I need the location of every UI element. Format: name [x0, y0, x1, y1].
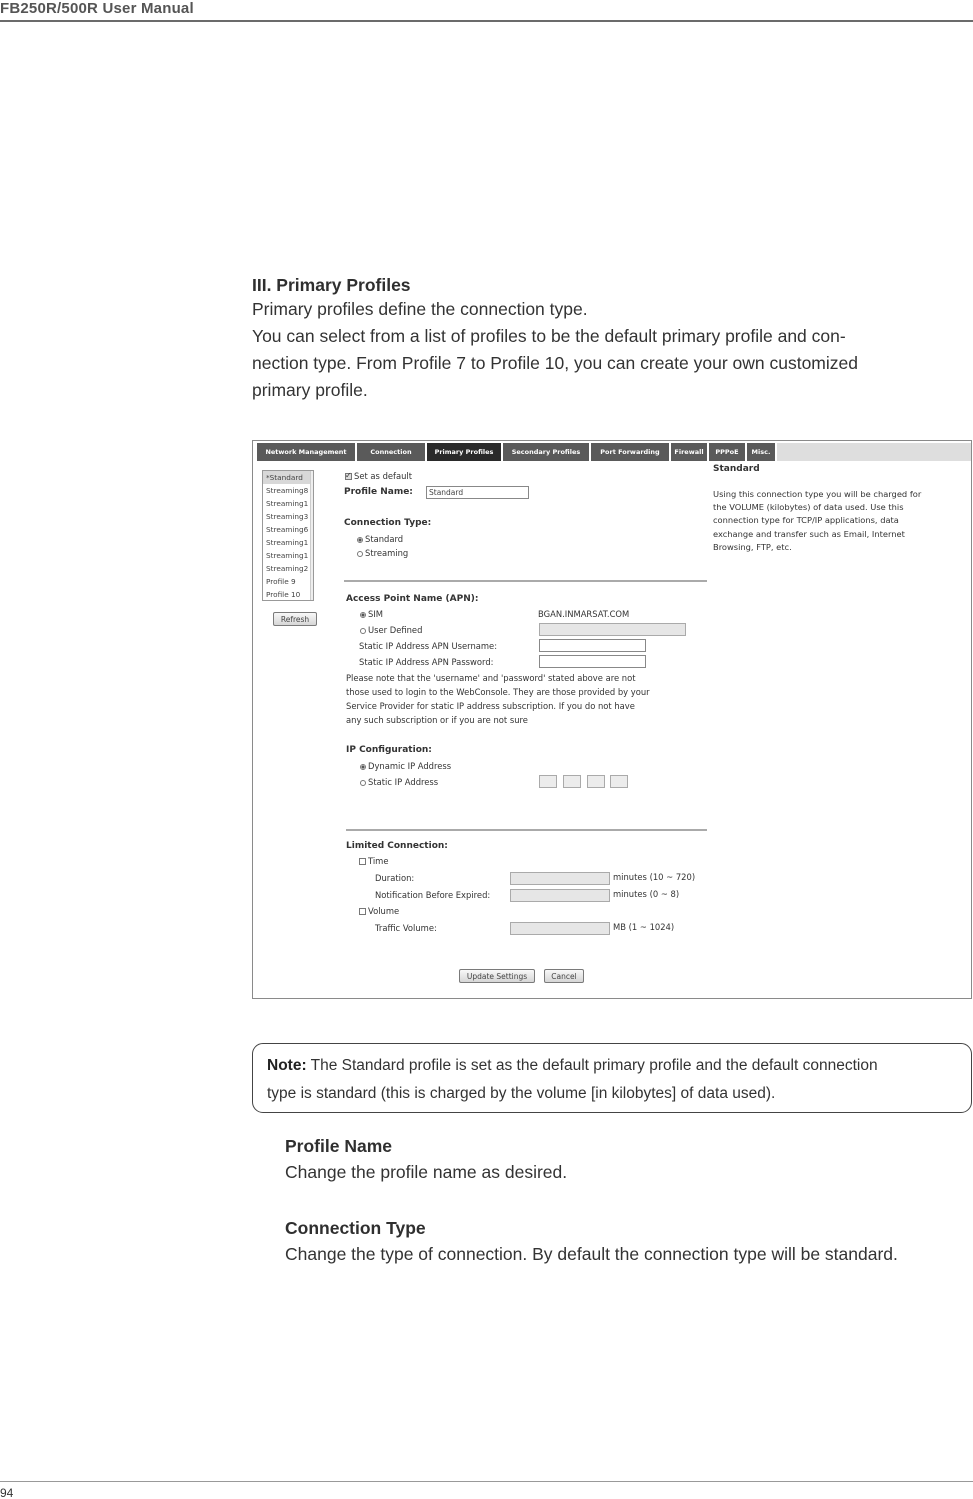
list-item[interactable]: Profile 10	[266, 590, 301, 599]
ip-dynamic-label: Dynamic IP Address	[368, 761, 452, 771]
conn-standard-label: Standard	[365, 534, 404, 544]
profile-name-input[interactable]: Standard	[426, 486, 529, 499]
list-item[interactable]: Profile 9	[266, 577, 296, 586]
apn-sim-label: SIM	[368, 609, 384, 619]
apn-sim-radio[interactable]	[360, 609, 383, 620]
radio-icon	[360, 780, 366, 786]
help-line: exchange and transfer such as Email, Internet	[713, 528, 905, 539]
update-settings-button[interactable]: Update Settings	[459, 969, 535, 983]
list-item[interactable]: Streaming6	[266, 525, 309, 534]
checkbox-icon	[359, 858, 366, 865]
profile-name-section	[285, 1134, 973, 1186]
section-heading: III. Primary Profiles	[252, 275, 411, 295]
volume-label: Volume	[368, 906, 400, 916]
help-title: Standard	[713, 464, 760, 474]
limited-connection-label: Limited Connection:	[346, 841, 448, 851]
ip-config-label: IP Configuration:	[346, 745, 432, 755]
intro-line: primary profile.	[252, 380, 368, 400]
duration-input[interactable]	[510, 872, 610, 885]
ip-static-radio[interactable]	[360, 777, 438, 788]
intro-line: Primary profiles define the connection type.	[252, 299, 588, 319]
divider	[346, 829, 707, 831]
set-default-label: Set as default	[354, 471, 413, 481]
tab-bar-filler	[777, 443, 971, 461]
ip-octet-input[interactable]	[539, 775, 557, 788]
duration-unit: minutes (10 ~ 720)	[613, 872, 696, 882]
help-line: Browsing, FTP, etc.	[713, 541, 792, 552]
tab-firewall[interactable]: Firewall	[671, 443, 709, 461]
primary-profiles-section	[252, 274, 967, 404]
apn-note: those used to login to the WebConsole. They are those provided by your	[346, 687, 650, 697]
tab-misc[interactable]: Misc.	[747, 443, 777, 461]
apn-note: any such subscription or if you are not sure	[346, 715, 528, 725]
list-item[interactable]: Streaming2	[266, 564, 309, 573]
apn-username-label: Static IP Address APN Username:	[359, 641, 498, 651]
tab-connection[interactable]: Connection	[357, 443, 427, 461]
tab-port-forwarding[interactable]: Port Forwarding	[591, 443, 671, 461]
notification-label: Notification Before Expired:	[375, 890, 491, 900]
page-number: 94	[0, 1486, 14, 1499]
refresh-button[interactable]: Refresh	[273, 612, 317, 626]
subsection-text: Change the profile name as desired.	[285, 1162, 568, 1182]
list-item[interactable]: Streaming1	[266, 551, 309, 560]
manual-title: FB250R/500R User Manual	[0, 0, 194, 17]
conn-standard-radio[interactable]	[357, 534, 403, 545]
apn-password-input[interactable]	[539, 655, 646, 668]
apn-sim-value: BGAN.INMARSAT.COM	[538, 609, 630, 619]
time-label: Time	[368, 856, 389, 866]
help-panel	[713, 488, 963, 554]
list-item[interactable]: *Standard	[263, 471, 313, 484]
ip-dynamic-radio[interactable]	[360, 761, 451, 772]
radio-icon	[360, 628, 366, 634]
help-line: Using this connection type you will be charged for	[713, 489, 922, 499]
connection-type-section	[285, 1216, 973, 1268]
apn-note: Service Provider for static IP address subscription. If you do not have	[346, 701, 635, 711]
apn-note: Please note that the 'username' and 'password' stated above are not	[346, 673, 636, 683]
note-prefix: Note:	[267, 1057, 307, 1074]
profile-name-label: Profile Name:	[344, 487, 413, 497]
tab-network-management[interactable]: Network Management	[257, 443, 357, 461]
traffic-volume-unit: MB (1 ~ 1024)	[613, 922, 675, 932]
list-item[interactable]: Streaming1	[266, 499, 309, 508]
traffic-volume-label: Traffic Volume:	[375, 923, 437, 933]
ip-octet-input[interactable]	[587, 775, 605, 788]
tab-pppoe[interactable]: PPPoE	[709, 443, 747, 461]
list-item[interactable]: Streaming8	[266, 486, 309, 495]
help-line: the VOLUME (kilobytes) of data used. Use this	[713, 502, 904, 513]
list-item[interactable]: Streaming3	[266, 512, 309, 521]
subsection-text: Change the type of connection. By default the connection type will be standard.	[285, 1244, 898, 1264]
help-line: connection type for TCP/IP applications, data	[713, 515, 899, 526]
ip-octet-input[interactable]	[610, 775, 628, 788]
apn-user-defined-radio[interactable]	[360, 625, 422, 636]
volume-checkbox[interactable]	[359, 906, 399, 917]
subsection-heading: Profile Name	[285, 1136, 392, 1156]
apn-username-input[interactable]	[539, 639, 646, 652]
subsection-heading: Connection Type	[285, 1218, 426, 1238]
profile-list[interactable]	[262, 470, 314, 601]
intro-line: nection type. From Profile 7 to Profile 10, you can create your own customized	[252, 353, 858, 373]
divider	[344, 580, 707, 582]
webconsole-screenshot	[252, 440, 972, 999]
note-line	[267, 1052, 971, 1080]
note-text: The Standard profile is set as the default primary profile and the default connection	[306, 1057, 878, 1074]
tab-primary-profiles[interactable]: Primary Profiles	[427, 443, 503, 461]
duration-label: Duration:	[375, 873, 415, 883]
note-line: type is standard (this is charged by the volume [in kilobytes] of data used).	[267, 1085, 776, 1102]
traffic-volume-input[interactable]	[510, 922, 610, 935]
checkbox-icon	[345, 473, 352, 480]
list-item[interactable]: Streaming1	[266, 538, 309, 547]
radio-icon	[360, 612, 366, 618]
cancel-button[interactable]: Cancel	[544, 969, 584, 983]
list-scrollbar[interactable]	[310, 471, 313, 600]
radio-icon	[357, 537, 363, 543]
apn-password-label: Static IP Address APN Password:	[359, 657, 494, 667]
radio-icon	[357, 551, 363, 557]
footer-divider	[0, 1481, 973, 1482]
intro-line: You can select from a list of profiles to be the default primary profile and con-	[252, 326, 846, 346]
note-box	[252, 1043, 972, 1113]
apn-user-defined-label: User Defined	[368, 625, 423, 635]
tab-bar	[257, 443, 971, 461]
apn-label: Access Point Name (APN):	[346, 594, 479, 604]
notification-input[interactable]	[510, 889, 610, 902]
ip-static-label: Static IP Address	[368, 777, 439, 787]
connection-type-label: Connection Type:	[344, 518, 432, 528]
tab-secondary-profiles[interactable]: Secondary Profiles	[503, 443, 591, 461]
notification-unit: minutes (0 ~ 8)	[613, 889, 680, 899]
conn-streaming-label: Streaming	[365, 548, 409, 558]
apn-user-defined-input[interactable]	[539, 623, 686, 636]
time-checkbox[interactable]	[359, 856, 389, 867]
ip-octet-input[interactable]	[563, 775, 581, 788]
radio-icon	[360, 764, 366, 770]
set-default-checkbox[interactable]	[345, 471, 412, 482]
conn-streaming-radio[interactable]	[357, 548, 408, 559]
checkbox-icon	[359, 908, 366, 915]
header-divider	[0, 20, 973, 22]
